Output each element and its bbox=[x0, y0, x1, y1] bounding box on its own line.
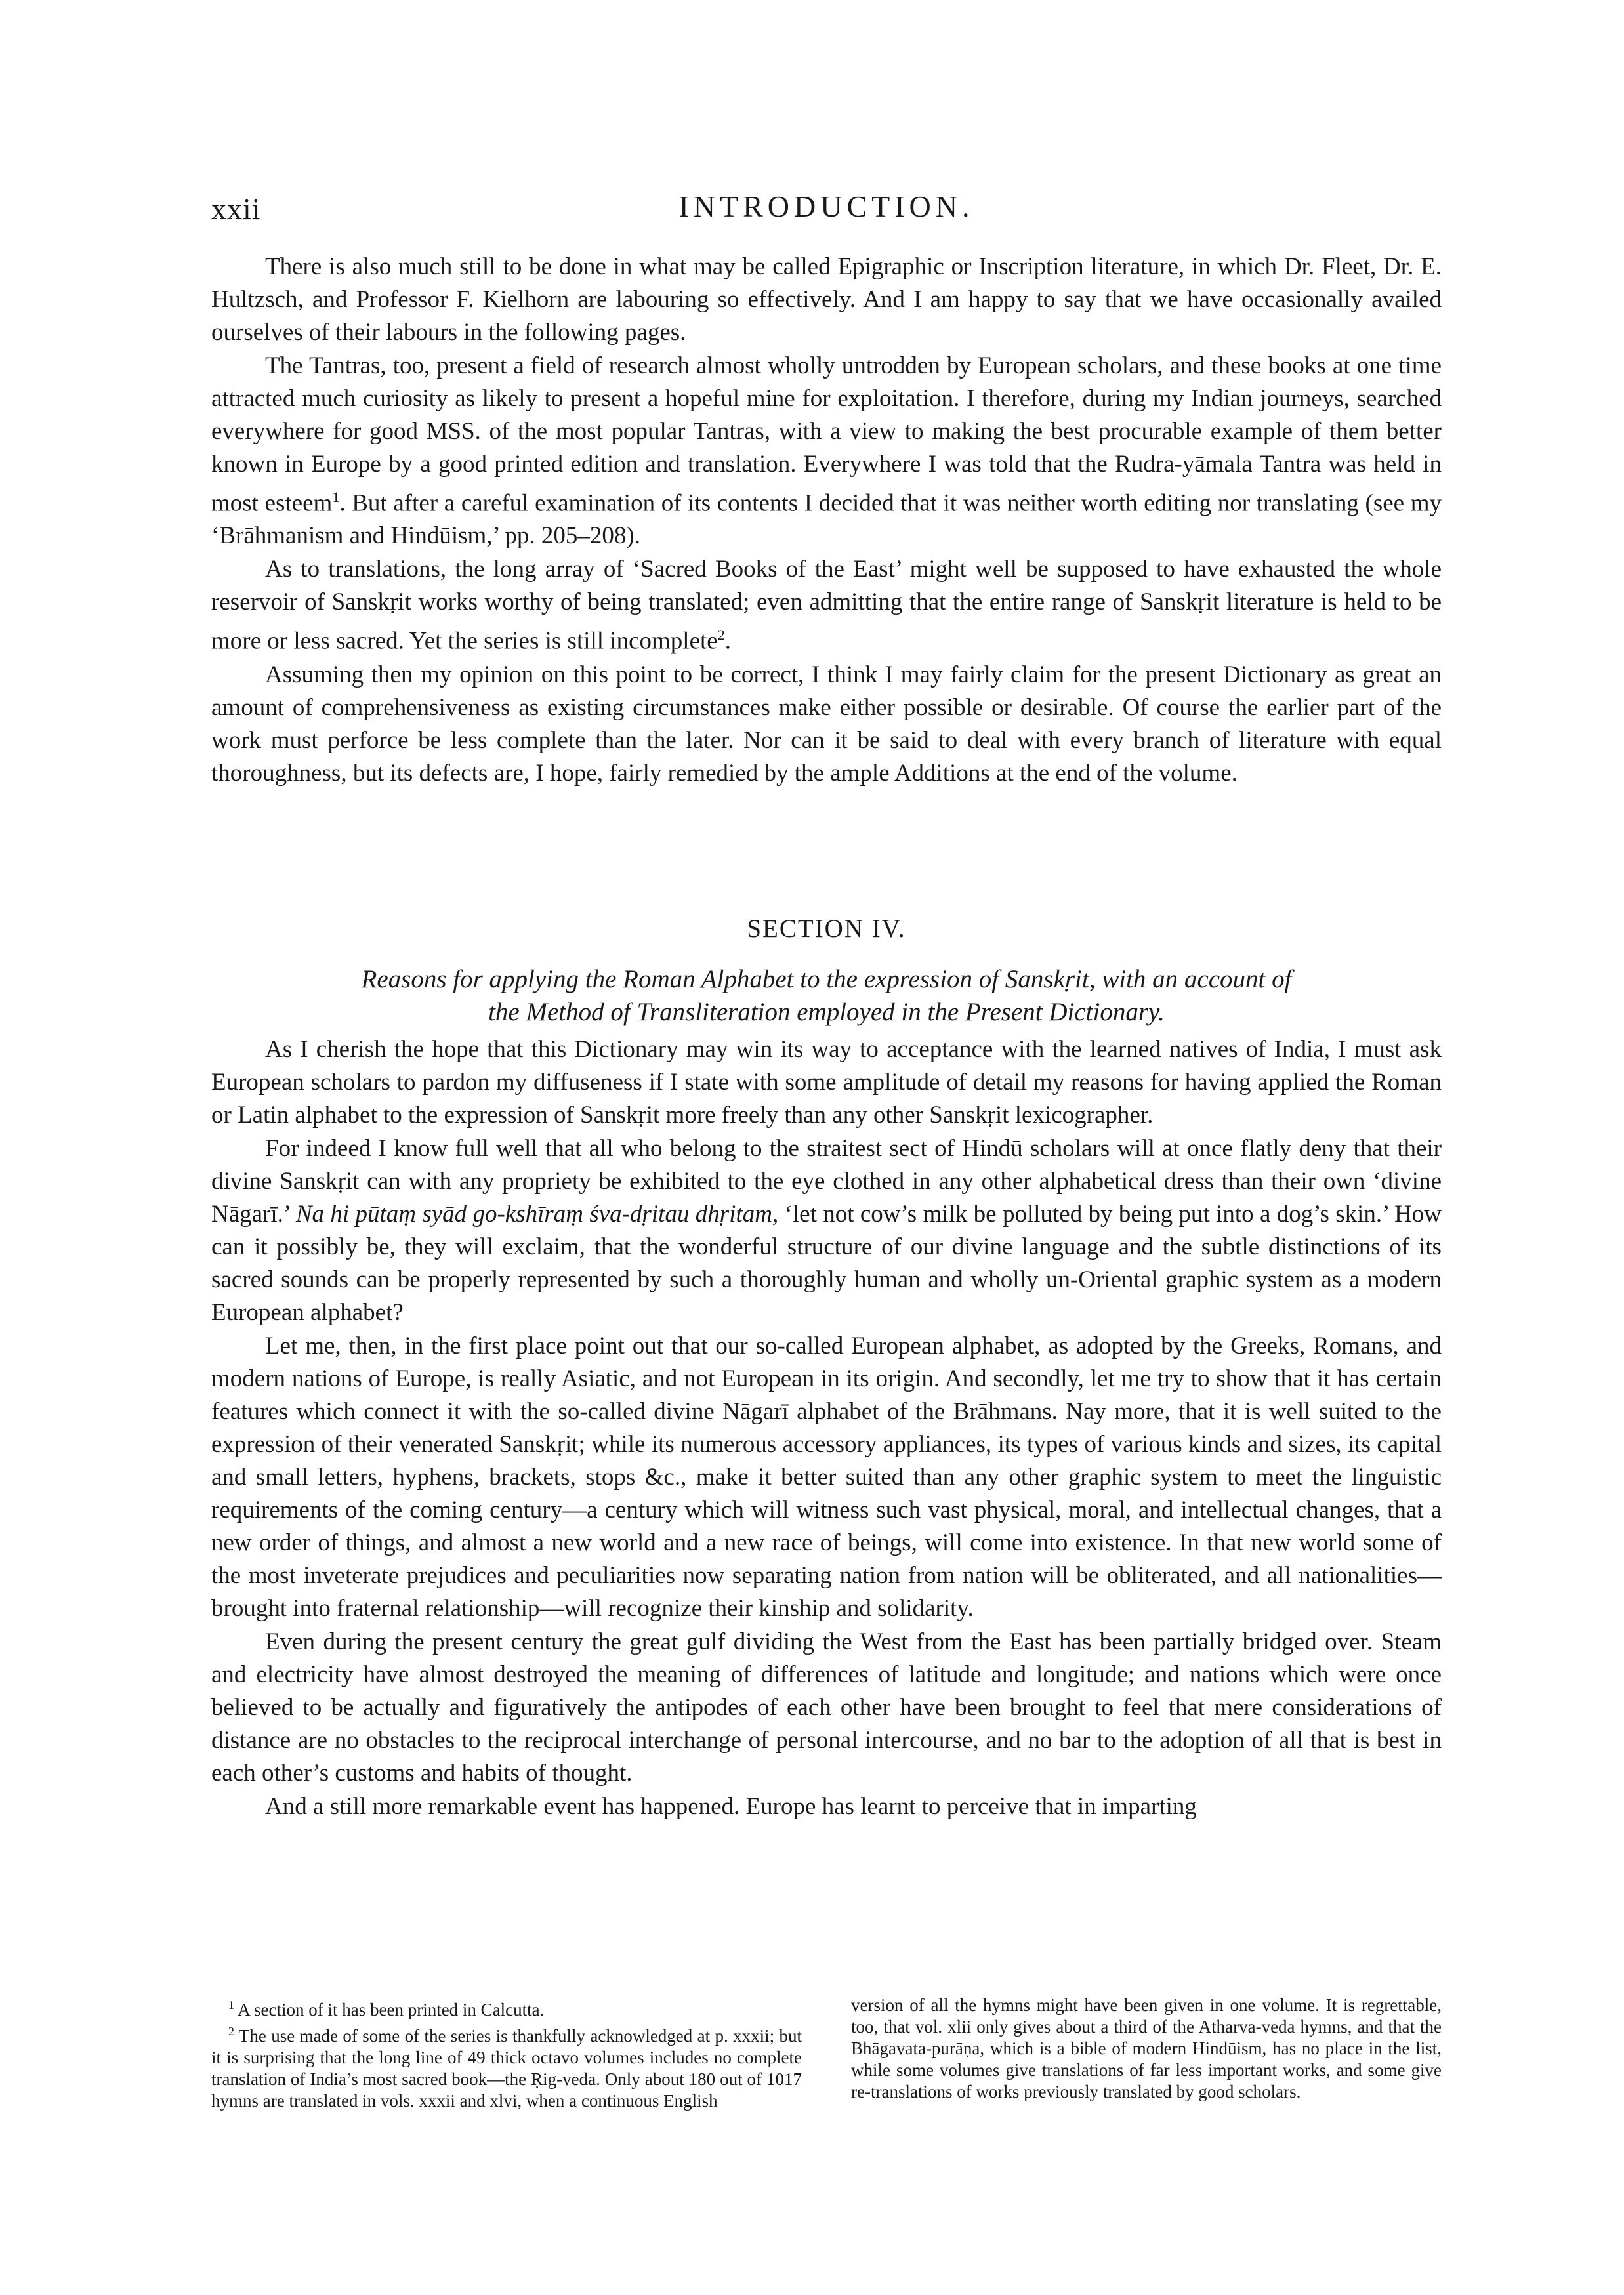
paragraph-comprehensiveness: Assuming then my opinion on this point to be correct, I think I may fairly claim for the present Dictionary as great an amount of comprehensiveness as existing circumstances make either possible or desirable. Of course the earlier part of the work must perforce be less complete than the later. Nor can it be said to deal with every branch of literature with equal thoroughness, but its defects are, I hope, fairly remedied by the ample Additions at the end of the volume. bbox=[211, 661, 1442, 787]
page-header bbox=[211, 189, 1442, 235]
section-title: SECTION IV. bbox=[747, 915, 906, 943]
footnote-ref-1: 1 bbox=[332, 489, 340, 505]
sanskrit-quote: Na hi pūtaṃ syād go-kshīraṃ śva-dṛitau dhṛitam, bbox=[295, 1201, 779, 1228]
footnotes-left-column bbox=[211, 1995, 802, 2112]
footnote-ref-2: 2 bbox=[717, 627, 725, 644]
page-number: xxii bbox=[211, 192, 261, 226]
paragraph-european-alphabet: Let me, then, in the first place point out that our so-called European alphabet, as adopted by the Greeks, Romans, and modern nations of Europe, is really Asiatic, and not European in its origin. And secondly, let me try to show that it has certain features which connect it with the so-called divine Nāgarī alphabet of the Brāhmans. Nay more, that it is well suited to the expression of their venerated Sanskṛit; while its numerous accessory appliances, its types of various kinds and sizes, its capital and small letters, hyphens, brackets, stops &c., make it better suited than any other graphic system to meet the linguistic requirements of the coming century—a century which will witness such vast physical, moral, and intellectual changes, that a new order of things, and almost a new world and a new race of beings, will come into existence. In that new world some of the most inveterate prejudices and peculiarities now separating nation from nation will be obliterated, and all nationalities—brought into fraternal relationship—will recognize their kinship and solidarity. bbox=[211, 1333, 1442, 1622]
paragraph-great-gulf: Even during the present century the great gulf dividing the West from the East has been partially bridged over. Steam and electricity have almost destroyed the meaning of differences of latitude and longitude; and nations which were once believed to be actually and figuratively the antipodes of each other have been brought to feel that mere considerations of distance are no obstacles to the reciprocal interchange of personal intercourse, and no bar to the adoption of all that is best in each other’s customs and habits of thought. bbox=[211, 1628, 1442, 1787]
intro-text-block bbox=[211, 251, 1442, 790]
footnote-2: $^2$ The use made of some of the series is thankfully acknowledged at p. xxxii; but it is surprising that the long line of 49 thick octavo volumes includes no complete translation of India’s most sacred book—the Ṛig-veda. Only about 180 out of 1017 hymns are translated in vols. xxxii and xlvi, when a continuous English bbox=[211, 2025, 802, 2111]
running-title: INTRODUCTION. bbox=[678, 190, 974, 223]
section-subtitle-line-1: Reasons for applying the Roman Alphabet to the expression of Sanskṛit, with an account of bbox=[361, 965, 1292, 993]
footnote-2-continued: version of all the hymns might have been given in one volume. It is regrettable, too, that vol. xlii only gives about a third of the Atharva-veda hymns, and that the Bhāgavata-purāṇa, which is a bible of modern Hindūism, has no place in the list, while some volumes give translations of far less important works, and some give re-translations of works previously translated by good scholars. bbox=[851, 1995, 1442, 2101]
paragraph-divine-nagari: For indeed I know full well that all who belong to the straitest sect of Hindū scholars will at once flatly deny that their divine Sanskṛit can with any propriety be exhibited to the eye clothed in any other alphabetical dress than their own ‘divine Nāgarī.’ Na hi pūtaṃ syād go-kshīraṃ śva-dṛitau dhṛitam, ‘let not cow’s milk be polluted by being put into a dog’s skin.’ How can it possibly be, they will exclaim, that the wonderful structure of our divine language and the subtle distinctions of its sacred sounds can be properly represented by such a thoroughly human and wholly un-Oriental graphic system as a modern European alphabet? bbox=[211, 1135, 1442, 1326]
paragraph-cherish-hope: As I cherish the hope that this Dictionary may win its way to acceptance with the learned natives of India, I must ask European scholars to pardon my diffuseness if I state with some amplitude of detail my reasons for having applied the Roman or Latin alphabet to the expression of Sanskṛit more freely than any other Sanskṛit lexicographer. bbox=[211, 1036, 1442, 1128]
paragraph-translations: As to translations, the long array of ‘Sacred Books of the East’ might well be supposed to have exhausted the whole reservoir of Sanskṛit works worthy of being translated; even admitting that the entire range of Sanskṛit literature is held to be more or less sacred. Yet the series is still incomplete$^2$. bbox=[211, 556, 1442, 655]
section-subtitle-line-2: the Method of Transliteration employed in the Present Dictionary. bbox=[488, 998, 1165, 1026]
paragraph-epigraphic: There is also much still to be done in what may be called Epigraphic or Inscription literature, in which Dr. Fleet, Dr. E. Hultzsch, and Professor F. Kielhorn are labouring so effectively. And I am happy to say that we have occasionally availed ourselves of their labours in the following pages. bbox=[211, 253, 1442, 346]
section-subtitle bbox=[211, 963, 1442, 1029]
footnotes-right-column bbox=[851, 1995, 1442, 2103]
footnote-1: $^1$ A section of it has been printed in Calcutta. bbox=[228, 1998, 545, 2019]
paragraph-tantras: The Tantras, too, present a field of research almost wholly untrodden by European scholars, and these books at one time attracted much curiosity as likely to present a hopeful mine for exploitation. I therefore, during my Indian journeys, searched everywhere for good MSS. of the most popular Tantras, with a view to making the best procurable example of them better known in Europe by a good printed edition and translation. Everywhere I was told that the Rudra-yāmala Tantra was held in most esteem$^1$. But after a careful examination of its contents I decided that it was neither worth editing nor translating (see my ‘Brāhmanism and Hindūism,’ pp. 205–208). bbox=[211, 352, 1442, 550]
section-text-block bbox=[211, 1033, 1442, 1823]
paragraph-remarkable-event: And a still more remarkable event has happened. Europe has learnt to perceive that in imparting bbox=[265, 1793, 1197, 1820]
